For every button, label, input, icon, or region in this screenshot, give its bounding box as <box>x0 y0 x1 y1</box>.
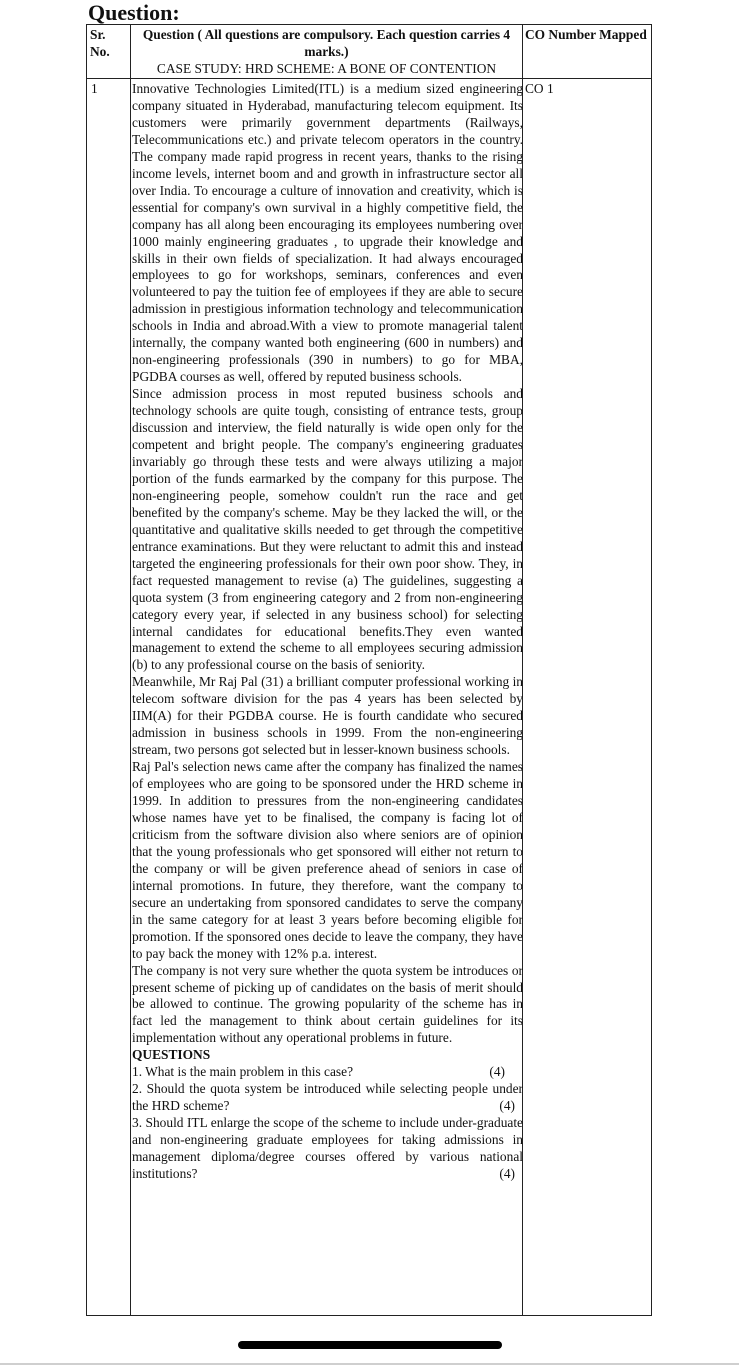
row-co-number: CO 1 <box>525 81 554 96</box>
question-marks: (4) <box>499 1166 515 1181</box>
question-text: 2. Should the quota system be introduced while selecting people under the HRD scheme? <box>132 1081 523 1114</box>
row-sr-no: 1 <box>91 81 98 96</box>
questions-heading: QUESTIONS <box>132 1047 211 1063</box>
case-paragraph: Meanwhile, Mr Raj Pal (31) a brilliant computer professional working in telecom software division for the pas 4 years has been selected by IIM(A) for their PGDBA course. He is fourth candidate who secured admission in business schools in 1999. From the non-engineering stream, two persons got selected but in lesser-known business schools. <box>132 674 523 758</box>
column-divider <box>130 25 131 1315</box>
question-item <box>132 1115 523 1183</box>
question-text: 1. What is the main problem in this case? <box>132 1064 354 1080</box>
header-sr-no: Sr. No. <box>90 27 110 59</box>
question-text: 3. Should ITL enlarge the scope of the scheme to include under-graduate and non-engineering graduate employees for taking admissions in management diploma/degree courses offered by various national institutions? <box>132 1115 523 1181</box>
header-question-label: Question ( All questions are compulsory. Each question carries 4 marks.) <box>142 27 511 59</box>
question-item <box>132 1064 523 1081</box>
case-study-body <box>132 81 523 1183</box>
header-question <box>133 27 520 78</box>
header-divider <box>87 78 651 79</box>
page-heading: Question: <box>88 0 180 25</box>
case-paragraph: Innovative Technologies Limited(ITL) is a medium sized engineering company situated in Hyderabad, manufacturing telecom equipment. Its customers were primarily government departments (Railways, Telecommunications etc.) and private telecom operators in the country. The company made rapid progress in recent years, thanks to the rising income levels, internet boom and and growth in infrastructure sector all over India. To encourage a culture of innovation and creativity, which is essential for company's own survival in a highly competitive field, the company has all along been encouraging its employees numbering over 1000 mainly engineering graduates , to upgrade their knowledge and skills in their own fields of specialization. It had always encouraged employees to go for workshops, seminars, conferences and even volunteered to pay the tuition fee of employees if they are able to secure admission in prestigious information technology and telecommunication schools in India and abroad.With a view to promote managerial talent internally, the company wanted both engineering (600 in numbers) and non-engineering professionals (390 in numbers) to go for MBA, PGDBA courses as well, offered by reputed business schools. <box>132 81 523 385</box>
question-marks: (4) <box>499 1098 515 1114</box>
question-item <box>132 1081 523 1115</box>
header-co-mapped: CO Number Mapped <box>525 27 647 42</box>
question-table <box>86 24 652 1316</box>
case-study-title: CASE STUDY: HRD SCHEME: A BONE OF CONTENTION <box>156 60 497 76</box>
case-paragraph: Raj Pal's selection news came after the company has finalized the names of employees who are going to be sponsored under the HRD scheme in 1999. In addition to pressures from the non-engineering candidates whose names have yet to be finalised, the company is facing lot of criticism from the software division also where seniors are of opinion that the young professionals who get sponsored will either not return to the company or will be given preference ahead of seniors in case of internal promotions. In future, they therefore, want the company to secure an undertaking from sponsored candidates to serve the company in the same category for at least 3 years before becoming eligible for promotion. If the sponsored ones decide to leave the company, they have to pay back the money with 12% p.a. interest. <box>132 759 523 961</box>
case-paragraph: The company is not very sure whether the quota system be introduces or present scheme of picking up of candidates on the basis of merit should be allowed to continue. The growing popularity of the scheme has in fact led the management to think about certain guidelines for its implementation without any operational problems in future. <box>132 962 523 1046</box>
question-marks: (4) <box>489 1064 505 1080</box>
home-indicator[interactable] <box>238 1341 502 1349</box>
case-paragraph: Since admission process in most reputed business schools and technology schools are quite tough, consisting of entrance tests, group discussion and interview, the field naturally is wide open only for the competent and bright people. The company's engineering graduates invariably go through these tests and were always utilizing a major portion of the funds earmarked by the company for this purpose. The non-engineering people, somehow couldn't run the race and get benefited by the company's scheme. May be they lacked the will, or the quantitative and qualitative skills needed to get through the competitive entrance examinations. But they were reluctant to admit this and instead targeted the engineering professionals for their own poor show. They, in fact requested management to revise (a) The guidelines, suggesting a quota system (3 from engineering category and 2 from non-engineering category every year, if selected in any business school) for selecting internal candidates for educational benefits.They even wanted management to extend the scheme to all employees securing admission (b) to any professional course on the basis of seniority. <box>132 386 523 673</box>
